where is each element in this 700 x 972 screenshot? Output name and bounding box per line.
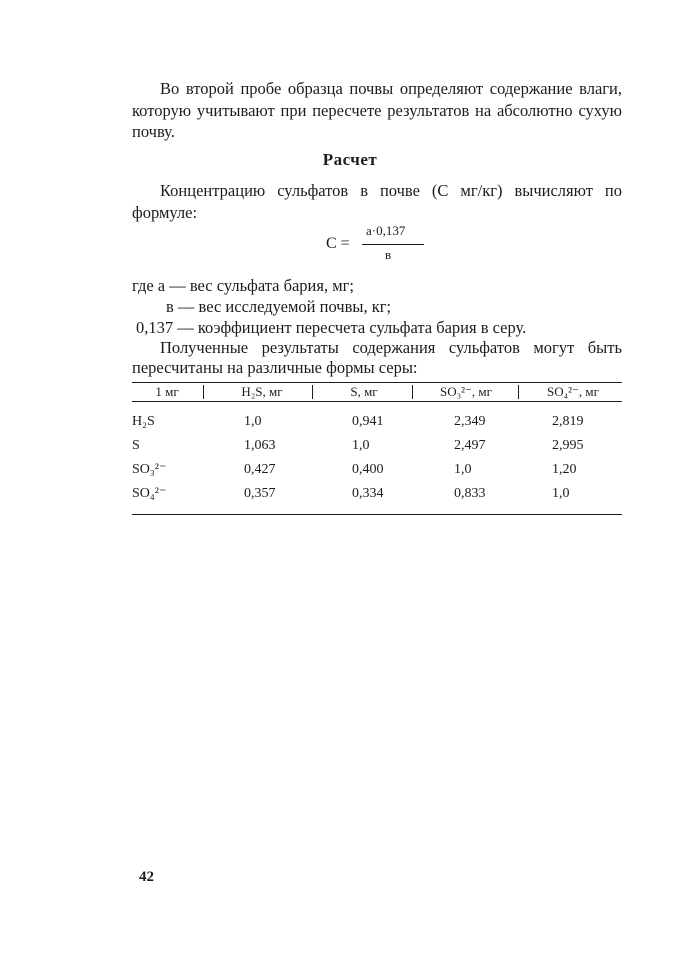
calc-paragraph: Концентрацию сульфатов в почве (С мг/кг) вычисляют по формуле: xyxy=(132,181,622,222)
formula xyxy=(326,223,436,267)
table-cell: 0,941 xyxy=(352,414,384,429)
definition-a: где а — вес сульфата бария, мг; xyxy=(132,276,355,295)
column-header: SO₃²⁻, мг xyxy=(440,384,492,399)
fraction-bar xyxy=(362,244,424,245)
table-top-rule xyxy=(132,382,622,383)
table-cell: 2,349 xyxy=(454,414,486,429)
page-number: 42 xyxy=(139,869,154,885)
table-cell: 1,20 xyxy=(552,462,577,477)
formula-denominator: в xyxy=(385,247,392,262)
column-header: SO₄²⁻, мг xyxy=(547,384,599,399)
table-cell: 2,819 xyxy=(552,414,584,429)
table-cell: 1,0 xyxy=(454,462,472,477)
table-cell: 1,0 xyxy=(552,486,570,501)
intro-paragraph: Во второй пробе образца почвы определяют содержание влаги, которую учитывают при пересчете результатов на абсолютно сухую почву. xyxy=(132,79,622,141)
formula-numerator: а·0,137 xyxy=(366,223,406,238)
column-divider xyxy=(203,385,204,399)
column-header: H₂S, мг xyxy=(241,384,283,399)
table-cell: SO₃²⁻ xyxy=(132,462,167,477)
table-header-rule xyxy=(132,401,622,402)
column-divider xyxy=(412,385,413,399)
table-row xyxy=(132,460,622,480)
table-cell: 0,833 xyxy=(454,486,486,501)
table-row xyxy=(132,412,622,432)
table-cell: 0,334 xyxy=(352,486,384,501)
table-cell: 1,0 xyxy=(352,438,370,453)
table-cell: 2,497 xyxy=(454,438,486,453)
formula-lhs: С = xyxy=(326,235,350,252)
table-cell: 0,400 xyxy=(352,462,384,477)
table-cell: SO₄²⁻ xyxy=(132,486,167,501)
table-row xyxy=(132,484,622,504)
table-cell: 2,995 xyxy=(552,438,584,453)
table-bottom-rule xyxy=(132,514,622,515)
table-cell: 0,427 xyxy=(244,462,276,477)
definition-b: в — вес исследуемой почвы, кг; xyxy=(166,297,392,316)
table-cell: 1,063 xyxy=(244,438,276,453)
column-divider xyxy=(518,385,519,399)
table-row xyxy=(132,436,622,456)
section-heading: Расчет xyxy=(322,150,378,169)
column-header: S, мг xyxy=(350,384,378,399)
definition-coefficient: 0,137 — коэффициент пересчета сульфата бария в серу. xyxy=(136,318,527,337)
table-cell: H₂S xyxy=(132,414,155,429)
table-cell: 1,0 xyxy=(244,414,262,429)
table-cell: S xyxy=(132,438,140,453)
column-header: 1 мг xyxy=(155,384,179,399)
table-cell: 0,357 xyxy=(244,486,276,501)
column-divider xyxy=(312,385,313,399)
results-paragraph: Полученные результаты содержания сульфатов могут быть пересчитаны на различные формы серы: xyxy=(132,338,622,377)
